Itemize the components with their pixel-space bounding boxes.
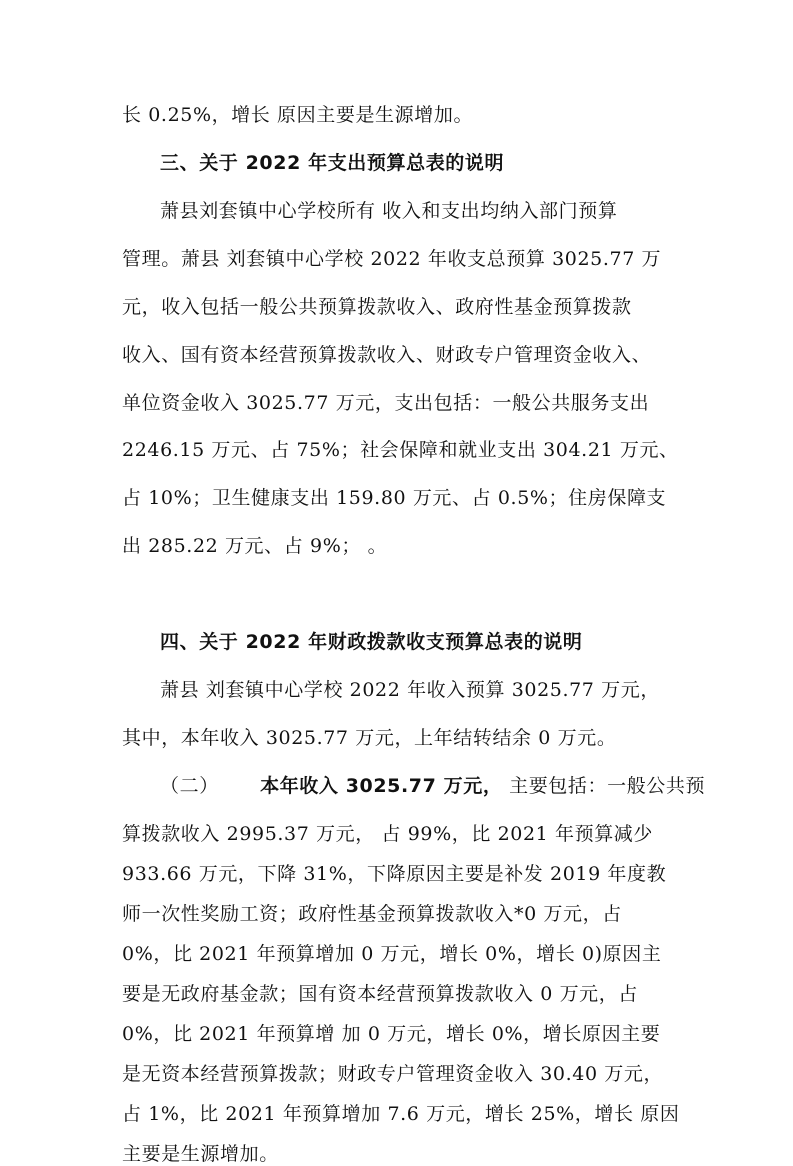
paragraph-line: 师一次性奖励工资；政府性基金预算拨款收入*0 万元，占 (122, 903, 622, 925)
paragraph-line: 主要是生源增加。 (122, 1143, 279, 1165)
paragraph-line: 长 0.25%，增长 原因主要是生源增加。 (122, 104, 474, 126)
section-heading-fiscal-allocation: 四、关于 2022 年财政拨款收支预算总表的说明 (160, 631, 583, 653)
paragraph-line: 出 285.22 万元、占 9%； 。 (122, 535, 388, 557)
paragraph-line: 管理。萧县 刘套镇中心学校 2022 年收支总预算 3025.77 万 (122, 248, 662, 270)
paragraph-line: 要是无政府基金款；国有资本经营预算拨款收入 0 万元，占 (122, 983, 638, 1005)
paragraph-line: 占 1%，比 2021 年预算增加 7.6 万元，增长 25%，增长 原因 (122, 1103, 680, 1125)
paragraph-line: 0%，比 2021 年预算增加 0 万元，增长 0%，增长 0)原因主 (122, 943, 662, 965)
paragraph-line: 933.66 万元，下降 31%，下降原因主要是补发 2019 年度教 (122, 863, 667, 885)
paragraph-line: 萧县 刘套镇中心学校 2022 年收入预算 3025.77 万元， (160, 679, 660, 701)
paragraph-line: 其中，本年收入 3025.77 万元，上年结转结余 0 万元。 (122, 727, 617, 749)
income-summary-text: 主要包括：一般公共预 (509, 775, 706, 797)
paragraph-line-income (160, 774, 706, 798)
bold-income-summary: 本年收入 3025.77 万元， (260, 775, 503, 797)
subsection-marker: （二） (160, 775, 219, 797)
paragraph-line: 2246.15 万元、占 75%；社会保障和就业支出 304.21 万元、 (122, 439, 679, 461)
paragraph-line: 占 10%；卫生健康支出 159.80 万元、占 0.5%；住房保障支 (122, 487, 667, 509)
paragraph-line: 收入、国有资本经营预算拨款收入、财政专户管理资金收入、 (122, 344, 652, 366)
paragraph-line: 算拨款收入 2995.37 万元， 占 99%，比 2021 年预算减少 (122, 823, 653, 845)
paragraph-line: 是无资本经营预算拨款；财政专户管理资金收入 30.40 万元， (122, 1063, 664, 1085)
paragraph-line: 元，收入包括一般公共预算拨款收入、政府性基金预算拨款 (122, 296, 632, 318)
paragraph-line: 萧县刘套镇中心学校所有 收入和支出均纳入部门预算 (160, 200, 618, 222)
paragraph-line: 单位资金收入 3025.77 万元，支出包括：一般公共服务支出 (122, 392, 650, 414)
section-heading-expenditure-budget: 三、关于 2022 年支出预算总表的说明 (160, 152, 505, 174)
paragraph-line: 0%，比 2021 年预算增 加 0 万元，增长 0%，增长原因主要 (122, 1023, 661, 1045)
